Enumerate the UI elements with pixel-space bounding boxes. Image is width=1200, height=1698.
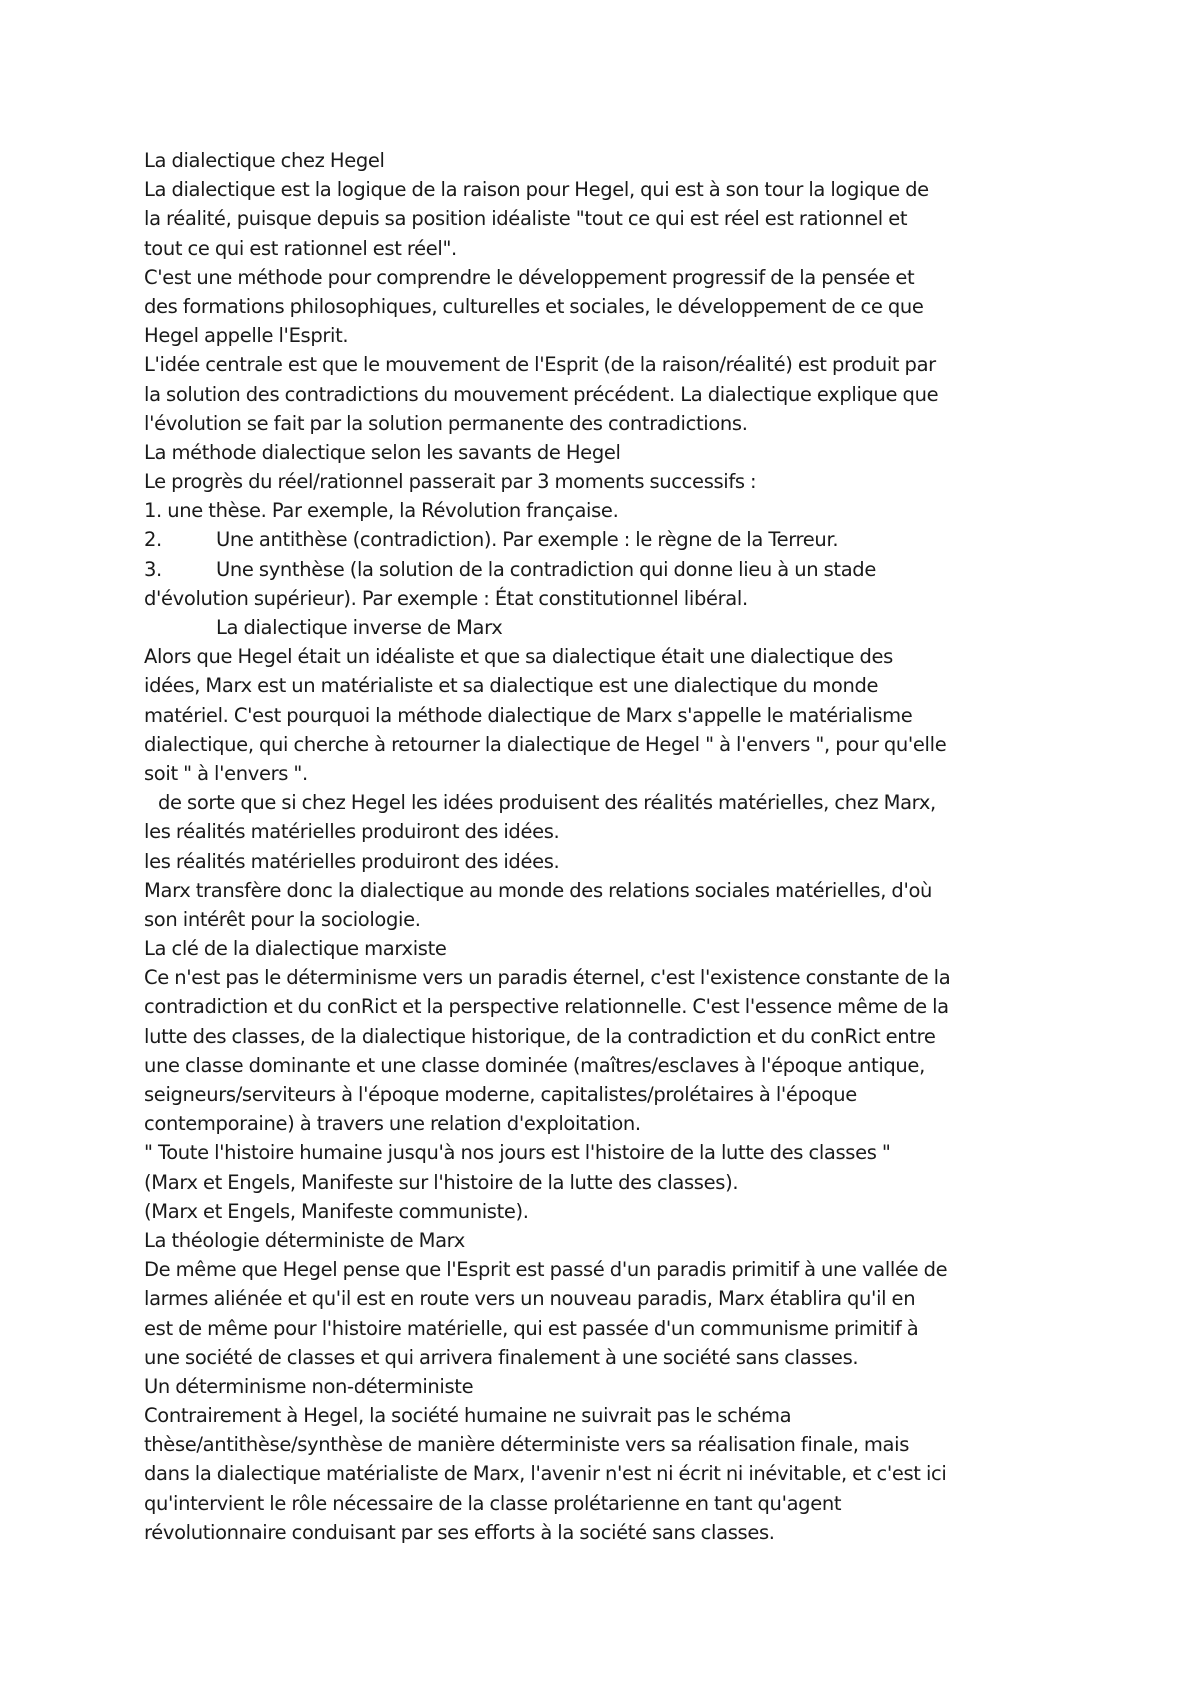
text-line: tout ce qui est rationnel est réel". xyxy=(144,236,457,260)
text-line: révolutionnaire conduisant par ses efforts à la société sans classes. xyxy=(144,1520,775,1544)
text-line: d'évolution supérieur). Par exemple : État constitutionnel libéral. xyxy=(144,586,748,610)
list-text: Une antithèse (contradiction). Par exemple : le règne de la Terreur. xyxy=(216,528,839,552)
text-line: son intérêt pour la sociologie. xyxy=(144,907,421,931)
text-line: Le progrès du réel/rationnel passerait par 3 moments successifs : xyxy=(144,470,757,494)
text-line: qu'intervient le rôle nécessaire de la classe prolétarienne en tant qu'agent xyxy=(144,1491,842,1515)
list-item xyxy=(144,555,1072,584)
text-line: la réalité, puisque depuis sa position idéaliste "tout ce qui est réel est rationnel et xyxy=(144,207,908,231)
list-number: 2. xyxy=(144,528,162,552)
text-line: Marx transfère donc la dialectique au monde des relations sociales matérielles, d'où xyxy=(144,878,933,902)
section-heading: La méthode dialectique selon les savants de Hegel xyxy=(144,440,621,464)
text-line: dialectique, qui cherche à retourner la dialectique de Hegel " à l'envers ", pour qu'elle xyxy=(144,732,947,756)
text-line: Hegel appelle l'Esprit. xyxy=(144,324,349,348)
text-line: contemporaine) à travers une relation d'exploitation. xyxy=(144,1112,641,1136)
text-line: de sorte que si chez Hegel les idées produisent des réalités matérielles, chez Marx, xyxy=(158,791,936,815)
quote-line: " Toute l'histoire humaine jusqu'à nos jours est l'histoire de la lutte des classes " xyxy=(144,1141,891,1165)
section-heading: La clé de la dialectique marxiste xyxy=(144,937,447,961)
text-line: est de même pour l'histoire matérielle, qui est passée d'un communisme primitif à xyxy=(144,1316,919,1340)
list-number: 3. xyxy=(144,557,162,581)
text-line: idées, Marx est un matérialiste et sa dialectique est une dialectique du monde xyxy=(144,674,879,698)
text-line: Ce n'est pas le déterminisme vers un paradis éternel, c'est l'existence constante de la xyxy=(144,966,951,990)
text-line: Contrairement à Hegel, la société humaine ne suivrait pas le schéma xyxy=(144,1404,792,1428)
text-line: une société de classes et qui arrivera finalement à une société sans classes. xyxy=(144,1345,859,1369)
text-line: l'évolution se fait par la solution permanente des contradictions. xyxy=(144,411,748,435)
text-line: des formations philosophiques, culturelles et sociales, le développement de ce que xyxy=(144,294,924,318)
text-line: seigneurs/serviteurs à l'époque moderne, capitalistes/prolétaires à l'époque xyxy=(144,1083,857,1106)
text-line: La dialectique est la logique de la raison pour Hegel, qui est à son tour la logique de xyxy=(144,178,929,202)
text-line: thèse/antithèse/synthèse de manière déterministe vers sa réalisation finale, mais xyxy=(144,1433,910,1457)
list-item xyxy=(144,525,1072,554)
text-line: dans la dialectique matérialiste de Marx, l'avenir n'est ni écrit ni inévitable, et c'est ici xyxy=(144,1462,947,1486)
list-text: Une synthèse (la solution de la contradiction qui donne lieu à un stade xyxy=(216,557,876,581)
text-line: une classe dominante et une classe dominée (maîtres/esclaves à l'époque antique, xyxy=(144,1053,925,1077)
section-heading: La dialectique inverse de Marx xyxy=(216,616,503,639)
citation-line: (Marx et Engels, Manifeste sur l'histoire de la lutte des classes). xyxy=(144,1170,739,1194)
text-line: la solution des contradictions du mouvement précédent. La dialectique explique que xyxy=(144,382,939,406)
section-heading: Un déterminisme non-déterministe xyxy=(144,1374,474,1398)
text-line: lutte des classes, de la dialectique historique, de la contradiction et du conRict entre xyxy=(144,1024,936,1048)
text-line: contradiction et du conRict et la perspective relationnelle. C'est l'essence même de la xyxy=(144,995,949,1019)
text-line: C'est une méthode pour comprendre le développement progressif de la pensée et xyxy=(144,265,915,289)
text-line: L'idée centrale est que le mouvement de l'Esprit (de la raison/réalité) est produit par xyxy=(144,353,936,377)
section-heading: La dialectique chez Hegel xyxy=(144,149,385,172)
text-line: Alors que Hegel était un idéaliste et que sa dialectique était une dialectique des xyxy=(144,645,893,669)
text-line: soit " à l'envers ". xyxy=(144,761,308,785)
section-heading: La théologie déterministe de Marx xyxy=(144,1228,465,1252)
list-item: 1. une thèse. Par exemple, la Révolution française. xyxy=(144,499,619,523)
text-line: les réalités matérielles produiront des idées. xyxy=(144,849,560,873)
document-body xyxy=(144,146,1072,1547)
text-line: larmes aliénée et qu'il est en route vers un nouveau paradis, Marx établira qu'il en xyxy=(144,1287,916,1311)
text-line: matériel. C'est pourquoi la méthode dialectique de Marx s'appelle le matérialisme xyxy=(144,703,913,727)
text-line: les réalités matérielles produiront des idées. xyxy=(144,820,560,844)
text-line: De même que Hegel pense que l'Esprit est passé d'un paradis primitif à une vallée de xyxy=(144,1258,948,1282)
citation-line: (Marx et Engels, Manifeste communiste). xyxy=(144,1199,529,1223)
